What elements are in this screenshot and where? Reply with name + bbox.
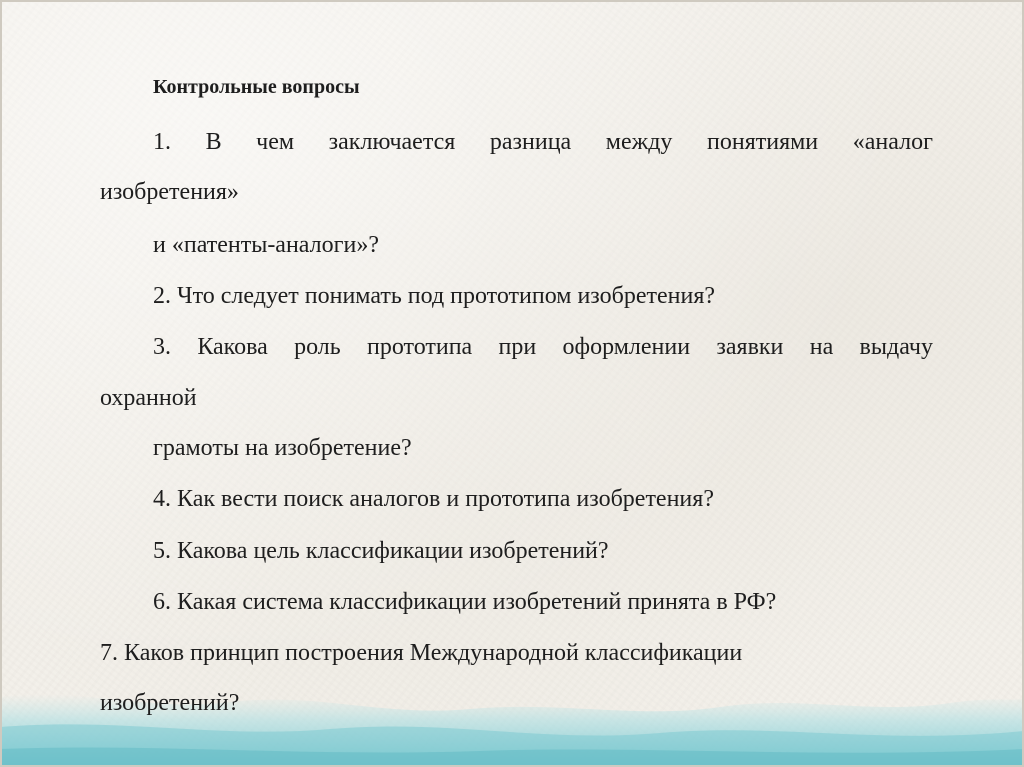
question-3-line-3: грамоты на изобретение? <box>153 435 412 461</box>
question-3-line-2: охранной <box>100 385 197 411</box>
question-6: 6. Какая система классификации изобретений принята в РФ? <box>153 589 777 615</box>
word: между <box>605 129 673 155</box>
word: на <box>809 334 834 360</box>
word: прототипа <box>367 334 473 360</box>
question-1-line-3: и «патенты-аналоги»? <box>153 232 379 258</box>
word: роль <box>294 334 341 360</box>
word: при <box>498 334 537 360</box>
word: 1. <box>153 129 171 155</box>
word: 3. <box>153 334 171 360</box>
word: «аналог <box>852 129 933 155</box>
question-4: 4. Как вести поиск аналогов и прототипа изобретения? <box>153 486 714 512</box>
word: разница <box>489 129 572 155</box>
word: Какова <box>197 334 268 360</box>
page-title: Контрольные вопросы <box>153 76 360 98</box>
word: чем <box>256 129 295 155</box>
word: В <box>205 129 222 155</box>
question-2: 2. Что следует понимать под прототипом изобретения? <box>153 283 716 309</box>
word: заключается <box>328 129 456 155</box>
question-1-line-1 <box>153 127 933 157</box>
question-7-line-2: изобретений? <box>100 690 240 716</box>
question-1-line-2: изобретения» <box>100 179 239 205</box>
word: понятиями <box>707 129 819 155</box>
word: оформлении <box>562 334 691 360</box>
word: заявки <box>716 334 784 360</box>
question-3-line-1 <box>153 332 933 362</box>
question-5: 5. Какова цель классификации изобретений? <box>153 538 609 564</box>
word: выдачу <box>859 334 933 360</box>
question-7-line-1: 7. Каков принцип построения Международной классификации <box>100 640 743 666</box>
